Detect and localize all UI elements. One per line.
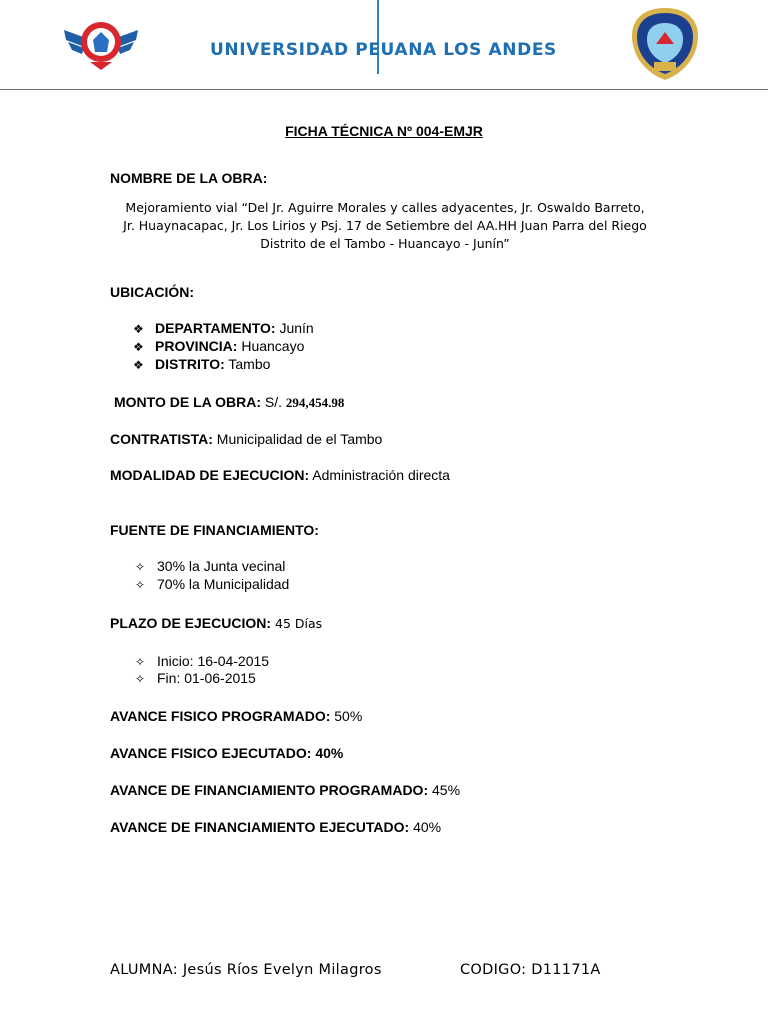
faculty-logo-left bbox=[62, 12, 140, 76]
modalidad-row: MODALIDAD DE EJECUCION: Administración directa bbox=[110, 467, 450, 483]
footer-alumna: ALUMNA: Jesús Ríos Evelyn Milagros bbox=[110, 962, 382, 978]
diamond-bullet-icon: ❖ bbox=[133, 322, 144, 336]
diamond-bullet-icon: ❖ bbox=[133, 358, 144, 372]
fuente-item: ✧ 30% la Junta vecinal bbox=[135, 558, 286, 574]
header-rule bbox=[0, 89, 768, 90]
diamond-outline-bullet-icon: ✧ bbox=[135, 655, 146, 669]
fuente-item: ✧ 70% la Municipalidad bbox=[135, 576, 290, 592]
obra-description bbox=[80, 199, 690, 253]
university-seal bbox=[630, 6, 700, 82]
obra-line: Jr. Huaynacapac, Jr. Los Lirios y Psj. 17 de Setiembre del AA.HH Juan Parra del Riego bbox=[123, 218, 647, 233]
avance-financiamiento-programado: AVANCE DE FINANCIAMIENTO PROGRAMADO: 45% bbox=[110, 782, 461, 798]
ubicacion-heading: UBICACIÓN: bbox=[110, 284, 194, 300]
contratista-row: CONTRATISTA: Municipalidad de el Tambo bbox=[110, 431, 383, 447]
obra-line: Distrito de el Tambo - Huancayo - Junín” bbox=[260, 236, 510, 251]
ubicacion-item: ❖ PROVINCIA: Huancayo bbox=[133, 338, 305, 354]
avance-fisico-ejecutado: AVANCE FISICO EJECUTADO: 40% bbox=[110, 745, 344, 761]
diamond-outline-bullet-icon: ✧ bbox=[135, 578, 146, 592]
fuente-heading: FUENTE DE FINANCIAMIENTO: bbox=[110, 522, 319, 538]
diamond-outline-bullet-icon: ✧ bbox=[135, 672, 146, 686]
plazo-row: PLAZO DE EJECUCION: 45 Días bbox=[110, 615, 323, 631]
monto-row: MONTO DE LA OBRA: S/. 294,454.98 bbox=[114, 394, 345, 410]
footer-codigo: CODIGO: D11171A bbox=[460, 962, 601, 978]
obra-heading: NOMBRE DE LA OBRA: bbox=[110, 170, 268, 186]
plazo-item: ✧ Fin: 01-06-2015 bbox=[135, 670, 256, 686]
plazo-item: ✧ Inicio: 16-04-2015 bbox=[135, 653, 270, 669]
ubicacion-item: ❖ DISTRITO: Tambo bbox=[133, 356, 271, 372]
header-divider-bar bbox=[377, 0, 379, 74]
ubicacion-item: ❖ DEPARTAMENTO: Junín bbox=[133, 320, 314, 336]
obra-line: Mejoramiento vial “Del Jr. Aguirre Morales y calles adyacentes, Jr. Oswaldo Barreto, bbox=[125, 200, 645, 215]
diamond-outline-bullet-icon: ✧ bbox=[135, 560, 146, 574]
diamond-bullet-icon: ❖ bbox=[133, 340, 144, 354]
avance-fisico-programado: AVANCE FISICO PROGRAMADO: 50% bbox=[110, 708, 363, 724]
avance-financiamiento-ejecutado: AVANCE DE FINANCIAMIENTO EJECUTADO: 40% bbox=[110, 819, 442, 835]
university-name: UNIVERSIDAD PEUANA LOS ANDES bbox=[210, 40, 557, 60]
document-title: FICHA TÉCNICA Nº 004-EMJR bbox=[285, 123, 483, 139]
